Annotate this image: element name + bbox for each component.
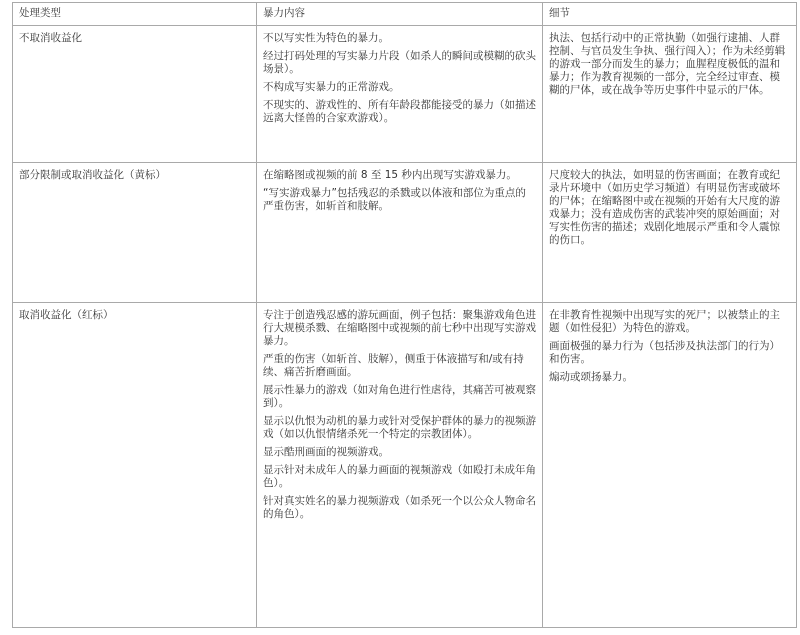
violence-content-cell	[257, 26, 543, 163]
treatment-type-cell	[13, 303, 257, 628]
content-paragraph: 专注于创造残忍感的游玩画面，例子包括：聚集游戏角色进行大规模杀戮、在缩略图中或视频的前七秒中出现写实游戏暴力。	[263, 309, 536, 347]
header-treatment-type: 处理类型	[13, 3, 257, 26]
content-paragraph: 显示酷刑画面的视频游戏。	[263, 446, 389, 458]
content-paragraph: 在缩略图或视频的前 8 至 15 秒内出现写实游戏暴力。	[263, 169, 517, 181]
content-paragraph: 显示以仇恨为动机的暴力或针对受保护群体的暴力的视频游戏（如以仇恨情绪杀死一个特定的宗教团体）。	[263, 415, 536, 440]
details-cell	[543, 26, 797, 163]
violence-policy-table	[12, 2, 797, 628]
treatment-type-cell	[13, 26, 257, 163]
header-violence-content: 暴力内容	[257, 3, 543, 26]
content-paragraph: 针对真实姓名的暴力视频游戏（如杀死一个以公众人物命名的角色）。	[263, 495, 536, 520]
table-row	[13, 163, 797, 303]
details-paragraph: 在非教育性视频中出现写实的死尸；以被禁止的主题（如性侵犯）为特色的游戏。	[549, 309, 780, 334]
details-paragraph: 尺度较大的执法，如明显的伤害画面；在教育或纪录片环境中（如历史学习频道）有明显伤害或破坏的尸体；在缩略图中或在视频的开始有大尺度的游戏暴力；没有造成伤害的武装冲突的原始画面；对写实性伤害的描述；戏剧化地展示严重和令人震惊的伤口。	[549, 169, 780, 246]
header-details: 细节	[543, 3, 797, 26]
content-paragraph: 不以写实性为特色的暴力。	[263, 32, 389, 44]
content-paragraph: 严重的伤害（如斩首、肢解），侧重于体液描写和/或有持续、痛苦折磨画面。	[263, 353, 524, 378]
treatment-type-cell	[13, 163, 257, 303]
content-paragraph: 经过打码处理的写实暴力片段（如杀人的瞬间或模糊的砍头场景）。	[263, 50, 536, 75]
treatment-type-text: 部分限制或取消收益化（黄标）	[19, 169, 166, 181]
violence-content-cell	[257, 303, 543, 628]
content-paragraph: “写实游戏暴力”包括残忍的杀戮或以体液和部位为重点的严重伤害，如斩首和肢解。	[263, 187, 526, 212]
details-paragraph: 煽动或颂扬暴力。	[549, 371, 633, 383]
treatment-type-text: 不取消收益化	[19, 32, 82, 44]
content-paragraph: 展示性暴力的游戏（如对角色进行性虐待，其痛苦可被观察到）。	[263, 384, 536, 409]
table-header-row	[13, 3, 797, 26]
details-paragraph: 画面极强的暴力行为（包括涉及执法部门的行为）和伤害。	[549, 340, 780, 365]
details-paragraph: 执法、包括行动中的正常执勤（如强行逮捕、人群控制、与官员发生争执、强行闯入）；作为未经剪辑的游戏一部分而发生的暴力；血腥程度极低的温和暴力；作为教育视频的一部分，完全经过审查、模糊的尸体，或在战争等历史事件中显示的尸体。	[549, 32, 786, 96]
table-row	[13, 26, 797, 163]
violence-content-cell	[257, 163, 543, 303]
table-row	[13, 303, 797, 628]
details-cell	[543, 163, 797, 303]
content-paragraph: 显示针对未成年人的暴力画面的视频游戏（如殴打未成年角色）。	[263, 464, 536, 489]
treatment-type-text: 取消收益化（红标）	[19, 309, 114, 321]
content-paragraph: 不构成写实暴力的正常游戏。	[263, 81, 400, 93]
content-paragraph: 不现实的、游戏性的、所有年龄段都能接受的暴力（如描述远离大怪兽的合家欢游戏）。	[263, 99, 536, 124]
details-cell	[543, 303, 797, 628]
